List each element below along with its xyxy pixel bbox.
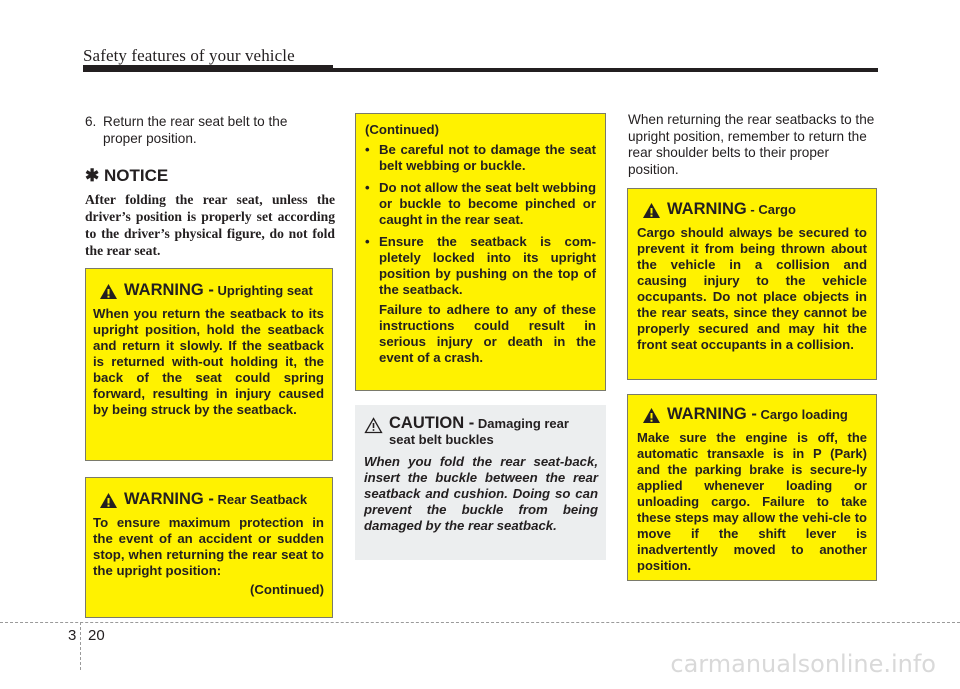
list-item-text: Ensure the seatback is com-pletely locked into its upright position by pushing on the top of the seatback. [379, 234, 596, 297]
footer-rule [0, 622, 960, 623]
right-intro-text: When returning the rear seatbacks to the upright position, remember to return the rear shoulder belts to their proper position. [628, 112, 875, 177]
warning-heading: WARNING - [667, 405, 757, 423]
failure-text: Failure to adhere to any of these instructions could result in serious injury or death in the event of a crash. [379, 302, 596, 365]
warning-subheading: Uprighting seat [217, 283, 313, 298]
warning-title [637, 406, 867, 424]
warning-heading: WARNING - [124, 490, 214, 508]
list-item [365, 142, 596, 174]
caution-box [355, 405, 606, 560]
warning-heading: WARNING [667, 200, 747, 218]
notice-symbol-icon: ✱ [85, 166, 100, 185]
warning-body: When you return the seatback to its upright position, hold the seatback and return it slowly. If the seatback is returned with-out holding it, the back of the seat could spring forward, resulting in injury caused by being struck by the seatback. [93, 306, 324, 417]
caution-heading: CAUTION - [389, 414, 475, 432]
notice-title: NOTICE [103, 166, 169, 185]
watermark: carmanualsonline.info [670, 650, 936, 678]
warning-rear-seatback-box [85, 477, 333, 618]
warning-uprighting-seat-box [85, 268, 333, 461]
warning-triangle-icon [99, 283, 118, 300]
step-text-line2: proper position. [103, 130, 197, 146]
warning-body: Make sure the engine is off, the automatic transaxle is in P (Park) and the parking brake is secure-ly applied whenever loading or unloading cargo. Failure to take these steps may allow the vehi-cle to move if the shift lever is inadvertently moved to another position. [637, 430, 867, 573]
list-item-text: Be careful not to damage the seat belt webbing or buckle. [379, 142, 596, 173]
list-item [365, 234, 596, 298]
step-6 [85, 114, 335, 147]
list-item-text: Do not allow the seat belt webbing or buckle to become pinched or caught in the rear seat. [379, 180, 596, 227]
step-text-line1: Return the rear seat belt to the [103, 114, 288, 129]
warning-subheading: Cargo loading [760, 407, 848, 422]
header-rule-accent [83, 65, 333, 72]
warning-subheading: - Cargo [750, 202, 796, 217]
warning-title [93, 491, 324, 509]
warning-triangle-icon [642, 407, 661, 424]
caution-title [364, 416, 598, 448]
warning-heading: WARNING - [124, 281, 214, 299]
notice-heading [85, 166, 168, 186]
chapter-number: 3 [68, 627, 77, 644]
bullet-dot: • [365, 142, 370, 157]
caution-body: When you fold the rear seat-back, insert the buckle between the rear seatback and cushion. Doing so can prevent the buckle from being damaged by the rear seatback. [364, 454, 598, 533]
bullet-dot: • [365, 234, 370, 249]
warning-body: To ensure maximum protection in the event of an accident or sudden stop, when returning the rear seat to the upright position: [93, 515, 324, 578]
step-number: 6. [85, 114, 97, 129]
warning-cargo-loading-box [627, 394, 877, 581]
warning-subheading: Rear Seatback [217, 492, 308, 507]
continued-label: (Continued) [365, 122, 439, 137]
warning-body: Cargo should always be secured to prevent it from being thrown about the vehicle in a collision and causing injury to the vehicle occupants. Do not place objects in the rear seats, since they cannot be properly secured and may hit the front seat occupants in a collision. [637, 225, 867, 352]
page-number: 20 [88, 627, 105, 644]
caution-triangle-icon [364, 417, 383, 434]
warning-title [93, 282, 324, 300]
page-header-title: Safety features of your vehicle [83, 46, 295, 65]
warning-cargo-box [627, 188, 877, 380]
notice-body: After folding the rear seat, unless the driver’s position is properly set according to the driver’s physical figure, do not fold the rear seat. [85, 192, 335, 258]
warning-title [637, 201, 867, 219]
list-item [365, 180, 596, 228]
warning-triangle-icon [99, 492, 118, 509]
warning-continued-box [355, 113, 606, 391]
continued-label: (Continued) [250, 582, 324, 597]
bullet-dot: • [365, 180, 370, 195]
caution-subheading: Damaging rear seat belt buckles [389, 416, 569, 447]
warning-triangle-icon [642, 202, 661, 219]
footer-divider [80, 622, 81, 670]
